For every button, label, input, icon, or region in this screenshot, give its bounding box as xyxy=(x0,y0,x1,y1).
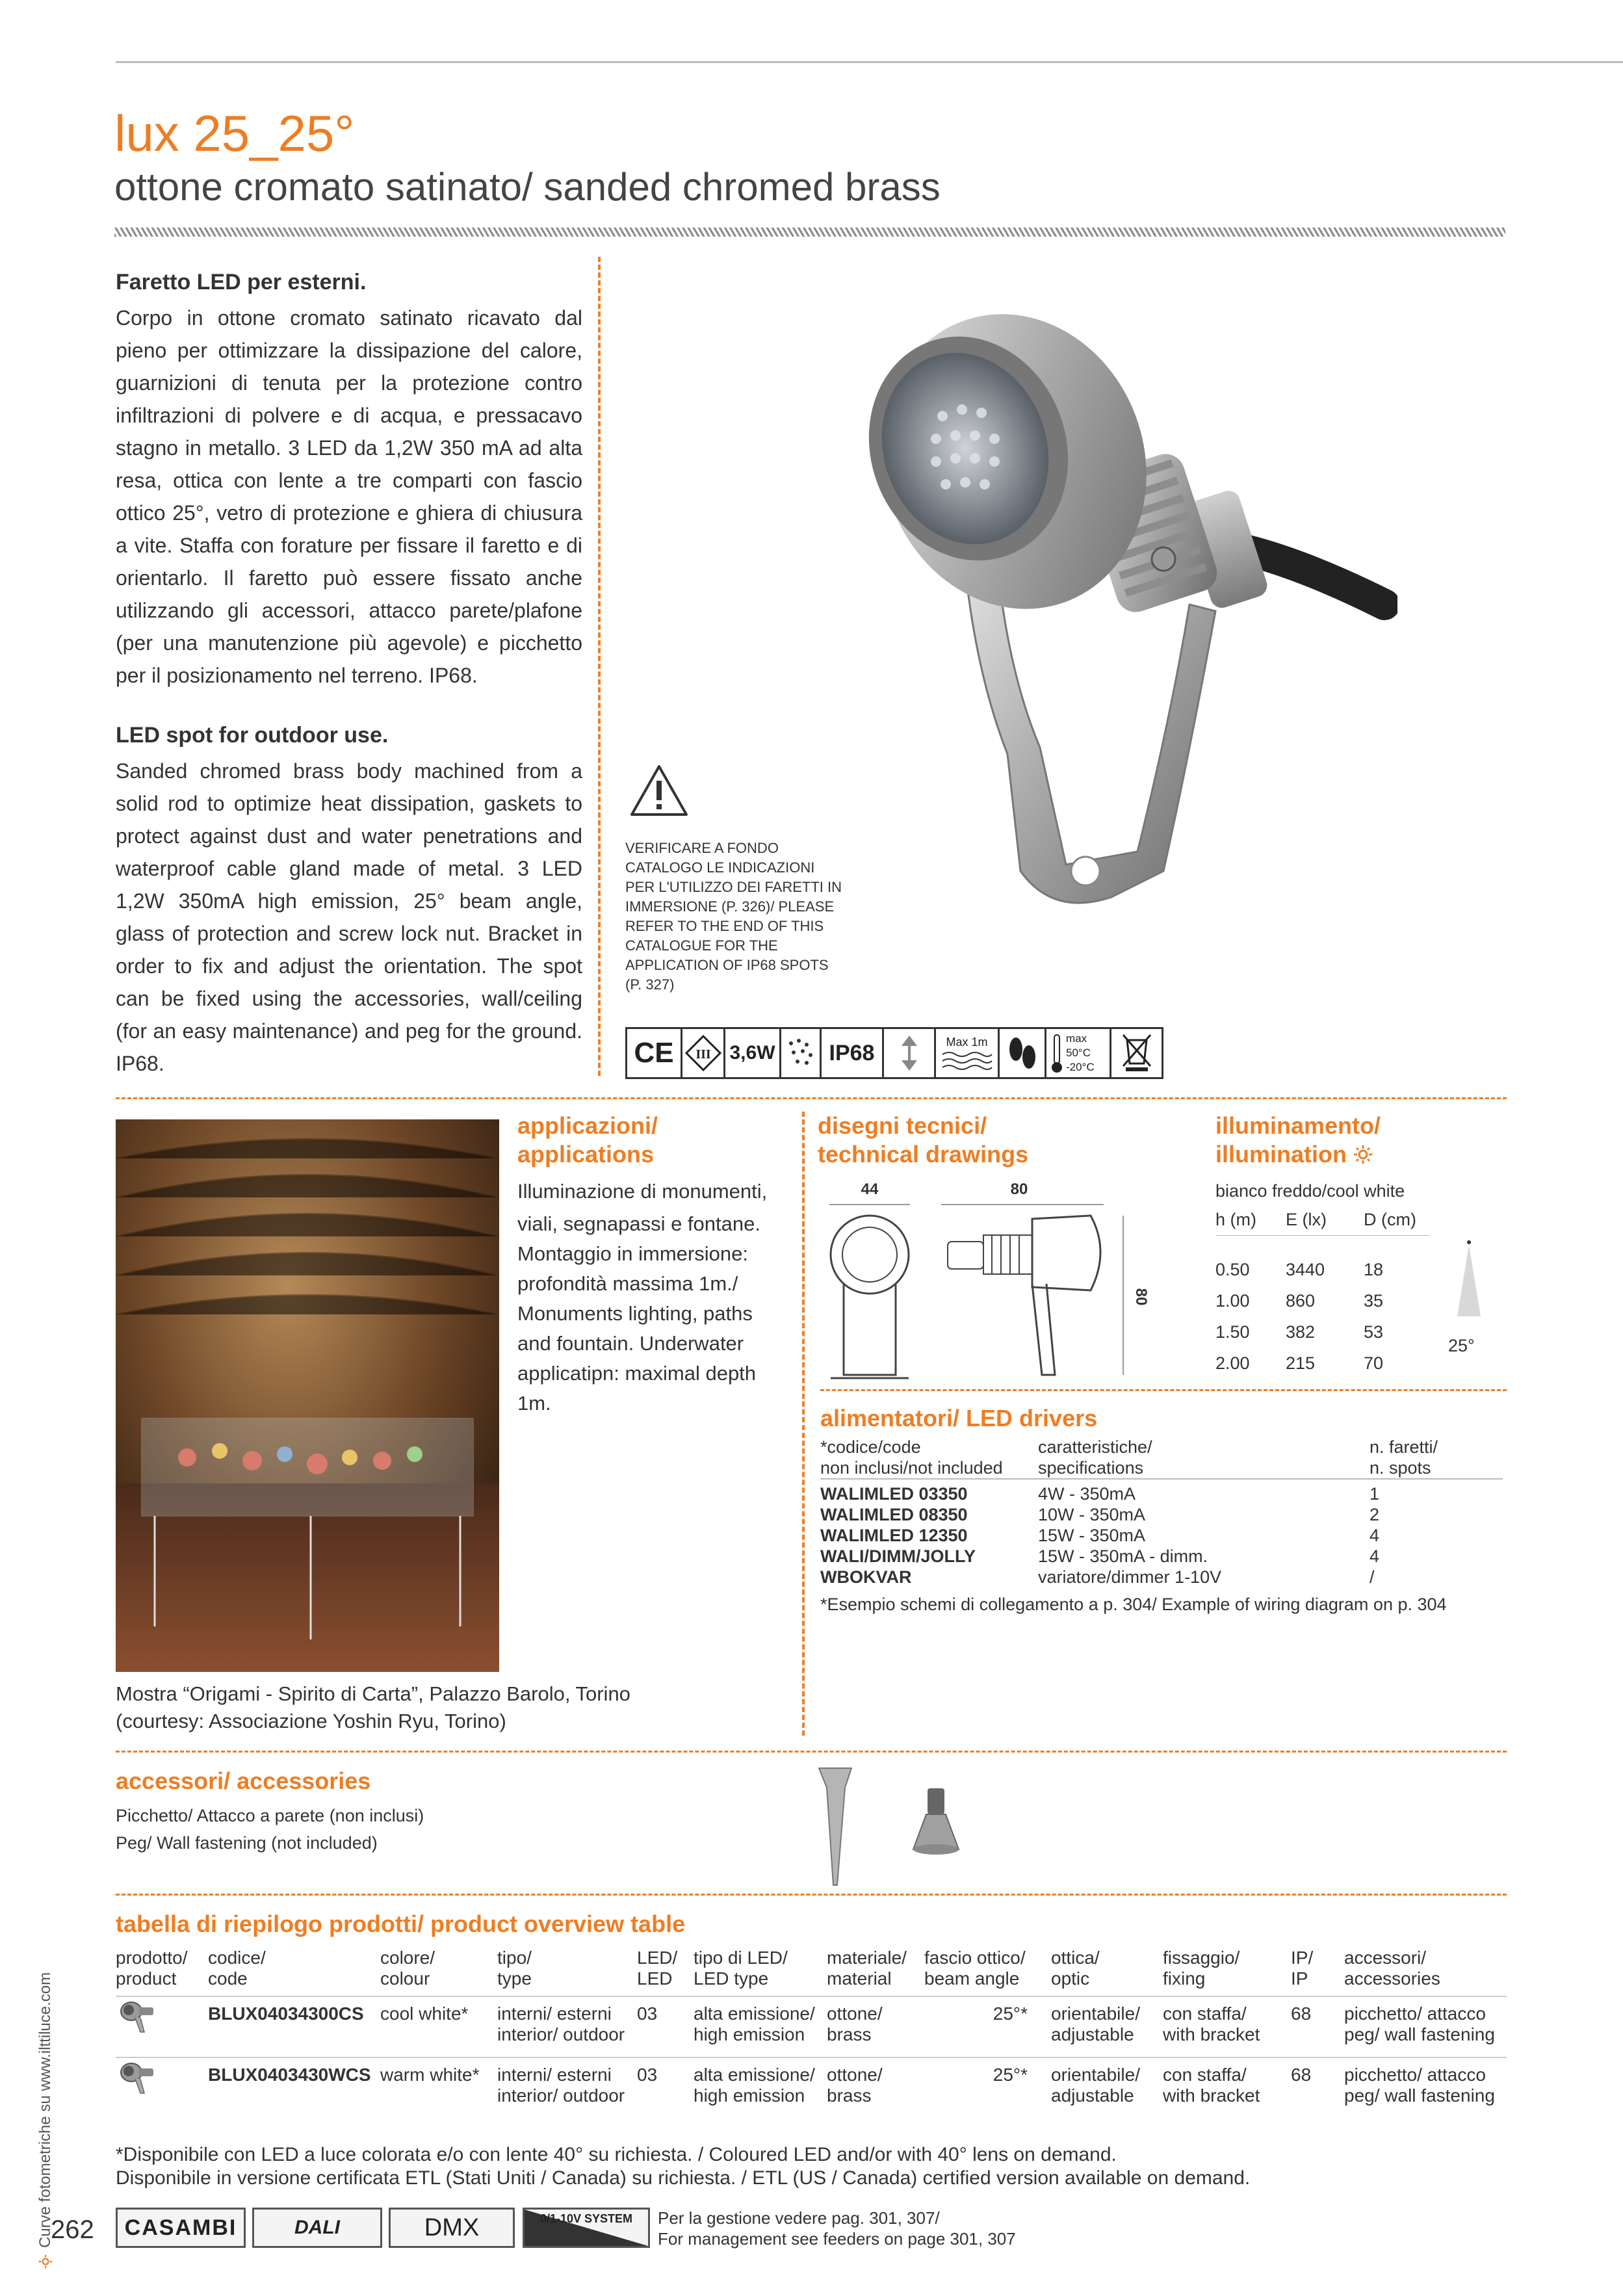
overview-cell-led xyxy=(637,2057,694,2118)
accessories-line1: Picchetto/ Attacco a parete (non inclusi) xyxy=(116,1806,424,1825)
product-thumbnail-icon xyxy=(116,1996,208,2057)
overview-header-b: LED xyxy=(637,1968,673,1989)
product-thumbnail-icon xyxy=(116,2057,208,2118)
drivers-col1 xyxy=(820,1437,1038,1479)
driver-cell-code: WALI/DIMM/JOLLY xyxy=(820,1546,976,1566)
overview-value: peg/ wall fastening xyxy=(1344,2024,1495,2044)
overview-header-a: materiale/ xyxy=(827,1948,907,1968)
overview-value: ottone/ xyxy=(827,2065,883,2085)
010v-system-logo: 0/1-10V SYSTEM xyxy=(523,2208,650,2248)
applications-heading-en: applications xyxy=(517,1141,655,1168)
overview-header-b: IP xyxy=(1291,1968,1308,1989)
illumination-col-e: E (lx) xyxy=(1286,1210,1327,1229)
illumination-cell-h: 1.00 xyxy=(1215,1291,1250,1311)
driver-cell-code: WALIMLED 12350 xyxy=(820,1526,968,1545)
applications-section xyxy=(517,1112,790,1418)
section-divider-2 xyxy=(116,1751,1507,1753)
management-line2: For management see feeders on page 301, 307 xyxy=(658,2229,1016,2249)
driver-cell-n: 2 xyxy=(1370,1505,1380,1524)
accessories-section xyxy=(116,1767,424,1857)
peg-accessory-image xyxy=(812,1762,858,1892)
overview-header-cell xyxy=(694,1948,827,1996)
overview-value: picchetto/ attacco xyxy=(1344,2065,1486,2085)
overview-value: adjustable xyxy=(1051,2024,1134,2044)
overview-value: orientabile/ xyxy=(1051,2065,1140,2085)
warning-icon xyxy=(629,764,689,817)
illumination-cell-h: 1.50 xyxy=(1215,1322,1250,1342)
overview-value: brass xyxy=(827,2085,872,2106)
overview-header-cell xyxy=(1051,1948,1163,1996)
illumination-cell-e: 3440 xyxy=(1286,1260,1325,1279)
dust-proof-icon xyxy=(781,1027,822,1079)
overview-value: con staffa/ xyxy=(1163,2065,1247,2085)
section-divider-3 xyxy=(116,1894,1507,1896)
overview-header-b: type xyxy=(497,1968,532,1989)
driver-row xyxy=(820,1479,1503,1504)
illumination-col-d: D (cm) xyxy=(1364,1210,1416,1229)
illumination-cell-e: 382 xyxy=(1286,1322,1316,1342)
overview-header-b: beam angle xyxy=(924,1968,1020,1989)
drivers-note: *Esempio schemi di collegamento a p. 304/ Example of wiring diagram on p. 304 xyxy=(820,1595,1447,1614)
drivers-col2 xyxy=(1038,1437,1370,1479)
overview-cell-fix xyxy=(1163,2057,1291,2118)
overview-row xyxy=(116,2057,1507,2118)
illumination-cell-d: 35 xyxy=(1364,1291,1384,1311)
overview-header-a: IP/ xyxy=(1291,1948,1314,1968)
overview-value: brass xyxy=(827,2024,872,2044)
driver-row xyxy=(820,1504,1503,1525)
drivers-heading: alimentatori/ LED drivers xyxy=(820,1405,1098,1431)
intro-it-body: Corpo in ottone cromato satinato ricavato dal pieno per ottimizzare la dissipazione del calore, guarnizioni di tenuta per la protezione contro infiltrazioni di polvere e di acqua, e pressacavo stagno in metallo. 3 LED da 1,2W 350 mA ad alta resa, ottica con lente a tre comparti con fascio ottico 25°, vetro di protezione e ghiera di chiusura a vite. Staffa con forature per fissare il faretto e di orientarlo. Il faretto può essere fissato anche utilizzando gli accessori, attacco parete/plafone (per una manutenzione più agevole) e picchetto per il posizionamento nel terreno. IP68. xyxy=(116,306,582,687)
overview-header-a: colore/ xyxy=(380,1948,435,1968)
drivers-col1-a: *codice/code xyxy=(820,1437,921,1457)
driver-cell-spec: 15W - 350mA xyxy=(1038,1526,1146,1545)
overview-value: 03 xyxy=(637,2065,658,2085)
driver-row xyxy=(820,1567,1503,1587)
overview-header-b: code xyxy=(208,1968,248,1989)
driver-cell-code: WALIMLED 03350 xyxy=(820,1484,968,1504)
photo-caption-line2: (courtesy: Associazione Yoshin Ryu, Torino) xyxy=(116,1710,506,1732)
overview-value: interior/ outdoor xyxy=(497,2024,625,2044)
illumination-header-rule xyxy=(1215,1235,1430,1236)
certification-strip xyxy=(625,1027,1196,1079)
drawings-section xyxy=(818,1112,1028,1169)
applications-text-1: Illuminazione di monumenti, xyxy=(517,1180,768,1203)
drivers-col2-a: caratteristiche/ xyxy=(1038,1437,1152,1457)
illumination-cell-e: 860 xyxy=(1286,1291,1316,1311)
illumination-heading-it: illuminamento/ xyxy=(1215,1112,1381,1139)
top-rule xyxy=(116,61,1623,63)
overview-value: BLUX04034300CS xyxy=(208,2003,364,2024)
power-icon: 3,6W xyxy=(725,1027,781,1079)
overview-value: interni/ esterni xyxy=(497,2065,612,2085)
intro-en-heading: LED spot for outdoor use. xyxy=(116,723,389,748)
overview-cell-code xyxy=(208,2057,380,2118)
overview-cell-ledtype xyxy=(694,2057,827,2118)
illumination-subtitle: bianco freddo/cool white xyxy=(1215,1181,1405,1201)
illumination-heading-en-row xyxy=(1215,1140,1501,1169)
overview-cell-ledtype xyxy=(694,1996,827,2057)
overview-value: ottone/ xyxy=(827,2003,883,2024)
applications-heading-it: applicazioni/ xyxy=(517,1112,658,1139)
page-subtitle: ottone cromato satinato/ sanded chromed brass xyxy=(114,165,941,209)
overview-value: picchetto/ attacco xyxy=(1344,2003,1486,2024)
middle-vertical-divider xyxy=(802,1112,805,1736)
intro-en-body: Sanded chromed brass body machined from a solid rod to optimize heat dissipation, gaskets to protect against dust and water penetrations and waterproof cable gland made of metal. 3 LED 1,2W 350mA high emission, 25° beam angle, glass of protection and screw lock nut. Bracket in order to fix and adjust the orientation. The spot can be fixed using the accessories, wall/ceiling (for an easy maintenance) and peg for the ground. IP68. xyxy=(116,759,582,1075)
overview-cell-type xyxy=(497,1996,637,2057)
overview-header-b: material xyxy=(827,1968,892,1989)
illumination-col-h: h (m) xyxy=(1215,1210,1256,1229)
driver-cell-n: 1 xyxy=(1370,1484,1380,1504)
page-title: lux 25_25° xyxy=(114,105,355,162)
drivers-table xyxy=(820,1437,1503,1587)
overview-header-a: LED/ xyxy=(637,1948,678,1968)
footnote-line2: Disponibile in versione certificata ETL (Stati Uniti / Canada) su richiesta. / ETL (US / Canada) certified version available on demand. xyxy=(116,2167,1251,2189)
sun-small-icon xyxy=(38,2254,53,2269)
overview-header-a: accessori/ xyxy=(1344,1948,1427,1968)
exhibition-photo xyxy=(116,1119,499,1672)
driver-row xyxy=(820,1546,1503,1567)
overview-value: interni/ esterni xyxy=(497,2003,612,2024)
beam-angle-label: 25° xyxy=(1448,1336,1475,1355)
temp-min: -20°C xyxy=(1066,1061,1095,1073)
overview-value: adjustable xyxy=(1051,2085,1134,2106)
drivers-col3 xyxy=(1370,1437,1503,1479)
management-line1: Per la gestione vedere pag. 301, 307/ xyxy=(658,2208,940,2228)
overview-value: 03 xyxy=(637,2003,658,2024)
overview-value: cool white* xyxy=(380,2003,469,2024)
sun-icon xyxy=(1353,1145,1373,1164)
overview-cell-code xyxy=(208,1996,380,2057)
overview-header-b: accessories xyxy=(1344,1968,1440,1989)
warning-text: VERIFICARE A FONDO CATALOGO LE INDICAZIONI PER L'UTILIZZO DEI FARETTI IN IMMERSIONE (P. 326)/ PLEASE REFER TO THE END OF THIS CATALOGUE FOR THE APPLICATION OF IP68 SPOTS (P. 327) xyxy=(625,840,842,993)
overview-header-a: fascio ottico/ xyxy=(924,1948,1026,1968)
temp-max-label: max xyxy=(1066,1032,1087,1045)
overview-value: with bracket xyxy=(1163,2085,1260,2106)
drivers-col3-a: n. faretti/ xyxy=(1370,1437,1438,1457)
intro-en xyxy=(116,723,582,1080)
overview-value: 68 xyxy=(1291,2065,1312,2085)
dali-logo: DALI xyxy=(252,2208,382,2248)
overview-value: 25°* xyxy=(993,2003,1028,2024)
overview-header-b: colour xyxy=(380,1968,430,1989)
management-note xyxy=(658,2208,1016,2249)
side-text: Curve fotometriche su www.ilttiluce.com xyxy=(36,1972,54,2248)
overview-section xyxy=(116,1910,1507,2118)
overview-header-b: LED type xyxy=(694,1968,769,1989)
overview-cell-mat xyxy=(827,2057,924,2118)
technical-drawing xyxy=(818,1180,1156,1394)
drivers-section xyxy=(820,1404,1507,1616)
section-divider-1 xyxy=(116,1097,1507,1099)
illumination-cell-d: 53 xyxy=(1364,1322,1384,1342)
overview-cell-optic xyxy=(1051,1996,1163,2057)
casambi-logo: CASAMBI xyxy=(116,2208,246,2248)
overview-header-a: codice/ xyxy=(208,1948,266,1968)
overview-value: orientabile/ xyxy=(1051,2003,1140,2024)
overview-cell-acc xyxy=(1344,2057,1507,2118)
overview-header-cell xyxy=(1291,1948,1344,1996)
driver-cell-spec: variatore/dimmer 1-10V xyxy=(1038,1567,1222,1587)
footnote-line1: *Disponibile con LED a luce colorata e/o con lente 40° su richiesta. / Coloured LED and/or with 40° lens on demand. xyxy=(116,2144,1117,2165)
overview-header-cell xyxy=(1163,1948,1291,1996)
drawings-heading-it: disegni tecnici/ xyxy=(818,1112,987,1139)
overview-cell-colour xyxy=(380,2057,497,2118)
overview-header-b: product xyxy=(116,1968,177,1989)
max-depth-icon xyxy=(936,1027,1000,1079)
overview-value: with bracket xyxy=(1163,2024,1260,2044)
overview-header-cell xyxy=(208,1948,380,1996)
temp-max: 50°C xyxy=(1066,1047,1091,1059)
overview-header-b: fixing xyxy=(1163,1968,1206,1989)
overview-cell-ip xyxy=(1291,1996,1344,2057)
illumination-header-row xyxy=(1215,1207,1501,1233)
driver-cell-code: WBOKVAR xyxy=(820,1567,912,1587)
ip68-icon: IP68 xyxy=(822,1027,884,1079)
class-iii-icon xyxy=(682,1027,725,1079)
overview-header-a: fissaggio/ xyxy=(1163,1948,1240,1968)
dim-width-label: 44 xyxy=(861,1181,879,1198)
dim-length-label: 80 xyxy=(1010,1181,1028,1198)
overview-header-a: ottica/ xyxy=(1051,1948,1100,1968)
dim-height-label: 80 xyxy=(1132,1288,1150,1306)
accessories-line2: Peg/ Wall fastening (not included) xyxy=(116,1833,378,1853)
weee-bin-icon xyxy=(1111,1027,1163,1079)
overview-value: alta emissione/ xyxy=(694,2003,815,2024)
driver-cell-spec: 4W - 350mA xyxy=(1038,1484,1136,1504)
overview-header-cell xyxy=(924,1948,1051,1996)
intro-it xyxy=(116,270,582,692)
overview-header-cell xyxy=(637,1948,694,1996)
product-image xyxy=(747,299,1397,923)
overview-header-a: prodotto/ xyxy=(116,1948,188,1968)
illumination-cell-h: 2.00 xyxy=(1215,1353,1250,1373)
overview-header-a: tipo di LED/ xyxy=(694,1948,788,1968)
overview-value: 68 xyxy=(1291,2003,1312,2024)
overview-cell-fix xyxy=(1163,1996,1291,2057)
driver-cell-n: / xyxy=(1370,1567,1375,1587)
overview-cell-led xyxy=(637,1996,694,2057)
overview-value: 25°* xyxy=(993,2065,1028,2085)
overview-cell-beam xyxy=(924,1996,1051,2057)
illumination-cell-h: 0.50 xyxy=(1215,1260,1250,1279)
overview-value: warm white* xyxy=(380,2065,480,2085)
overview-value: peg/ wall fastening xyxy=(1344,2085,1495,2106)
intro-vertical-divider xyxy=(598,257,601,1076)
drivers-col2-b: specifications xyxy=(1038,1458,1144,1478)
overview-heading: tabella di riepilogo prodotti/ product overview table xyxy=(116,1911,686,1937)
accessories-heading: accessori/ accessories xyxy=(116,1768,371,1794)
beam-cone-diagram xyxy=(1443,1238,1495,1329)
overview-value: high emission xyxy=(694,2024,805,2044)
driver-row xyxy=(820,1525,1503,1546)
driver-cell-spec: 15W - 350mA - dimm. xyxy=(1038,1546,1208,1566)
dmx-logo: DMX xyxy=(389,2208,515,2248)
intro-it-heading: Faretto LED per esterni. xyxy=(116,270,367,294)
driver-cell-spec: 10W - 350mA xyxy=(1038,1505,1146,1524)
orientation-arrows-icon xyxy=(884,1027,936,1079)
overview-value: high emission xyxy=(694,2085,805,2106)
overview-row xyxy=(116,1996,1507,2057)
temperature-icon xyxy=(1046,1027,1111,1079)
ce-mark-icon: CE xyxy=(625,1027,682,1079)
overview-value: BLUX0403430WCS xyxy=(208,2065,371,2085)
drivers-divider xyxy=(820,1389,1507,1391)
overview-header-cell xyxy=(827,1948,924,1996)
driver-cell-n: 4 xyxy=(1370,1526,1380,1545)
overview-header-cell xyxy=(1344,1948,1507,1996)
illumination-cell-d: 70 xyxy=(1364,1353,1384,1373)
photo-caption-line1: Mostra “Origami - Spirito di Carta”, Palazzo Barolo, Torino xyxy=(116,1682,630,1705)
overview-value: interior/ outdoor xyxy=(497,2085,625,2106)
overview-value: alta emissione/ xyxy=(694,2065,815,2085)
overview-header-b: optic xyxy=(1051,1968,1090,1989)
overview-cell-optic xyxy=(1051,2057,1163,2118)
class-iii-label: III xyxy=(695,1047,711,1062)
photo-caption xyxy=(116,1680,630,1735)
illumination-cell-d: 18 xyxy=(1364,1260,1384,1279)
overview-header-cell xyxy=(380,1948,497,1996)
illumination-cell-e: 215 xyxy=(1286,1353,1316,1373)
wall-fastening-accessory-image xyxy=(907,1784,965,1862)
overview-value: con staffa/ xyxy=(1163,2003,1247,2024)
driver-cell-n: 4 xyxy=(1370,1546,1380,1566)
drivers-col1-b: non inclusi/not included xyxy=(820,1458,1003,1478)
overview-header-cell xyxy=(116,1948,208,1996)
overview-cell-ip xyxy=(1291,2057,1344,2118)
applications-text-2: viali, segnapassi e fontane. Montaggio in immersione: profondità massima 1m./ Monuments lighting, paths and fountain. Underwater applicatipn: maximal depth 1m. xyxy=(517,1212,760,1415)
overview-header-a: tipo/ xyxy=(497,1948,532,1968)
overview-cell-type xyxy=(497,2057,637,2118)
walk-over-icon xyxy=(1000,1027,1046,1079)
overview-cell-beam xyxy=(924,2057,1051,2118)
max-depth-label: Max 1m xyxy=(946,1035,988,1049)
hatch-divider xyxy=(114,228,1505,237)
overview-cell-colour xyxy=(380,1996,497,2057)
footnotes xyxy=(116,2143,1250,2190)
drivers-col3-b: n. spots xyxy=(1370,1458,1431,1478)
overview-header-cell xyxy=(497,1948,637,1996)
page-number: 262 xyxy=(51,2215,94,2244)
overview-cell-mat xyxy=(827,1996,924,2057)
drawings-heading-en: technical drawings xyxy=(818,1141,1029,1168)
illumination-heading-en: illumination xyxy=(1215,1141,1347,1168)
overview-cell-acc xyxy=(1344,1996,1507,2057)
driver-cell-code: WALIMLED 08350 xyxy=(820,1505,968,1524)
overview-table xyxy=(116,1948,1507,2118)
